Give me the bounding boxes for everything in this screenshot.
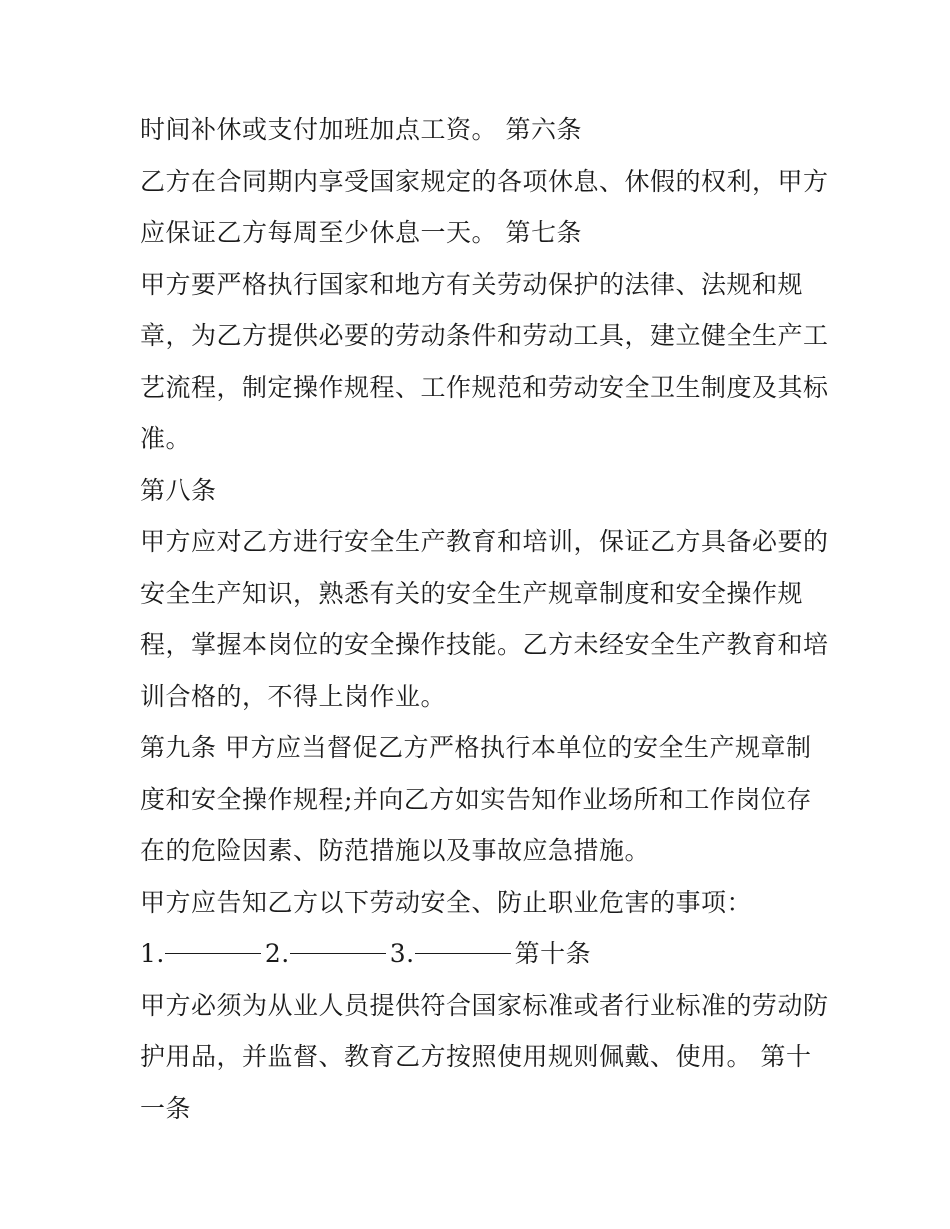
text-line: 时间补休或支付加班加点工资。 第六条 — [140, 115, 582, 144]
text-line: 护用品，并监督、教育乙方按照使用规则佩戴、使用。 第十 — [140, 1042, 812, 1071]
blank-field-1 — [165, 923, 261, 954]
text-line: 度和安全操作规程;并向乙方如实告知作业场所和工作岗位存 — [140, 784, 812, 814]
text-line: 甲方应告知乙方以下劳动安全、防止职业危害的事项： — [140, 887, 753, 917]
text-line: 训合格的，不得上岗作业。 — [140, 681, 447, 711]
text-line: 准。 — [140, 424, 192, 453]
text-line: 安全生产知识，熟悉有关的安全生产规章制度和安全操作规 — [140, 578, 804, 608]
text-line: 乙方在合同期内享受国家规定的各项休息、休假的权利，甲方 — [140, 166, 829, 196]
text-line: 甲方必须为从业人员提供符合国家标准或者行业标准的劳动防 — [140, 990, 829, 1020]
text-line: 程，掌握本岗位的安全操作技能。乙方未经安全生产教育和培 — [140, 630, 829, 659]
article-heading: 第八条 — [140, 475, 217, 505]
text-line: 甲方要严格执行国家和地方有关劳动保护的法律、法规和规 — [140, 269, 804, 299]
document-body — [140, 104, 829, 1134]
text-line: 一条 — [140, 1093, 192, 1123]
text-line: 艺流程，制定操作规程、工作规范和劳动安全卫生制度及其标 — [140, 372, 829, 402]
fill-in-blanks-line — [140, 928, 820, 980]
blank-field-2 — [290, 923, 386, 954]
text-line: 在的危险因素、防范措施以及事故应急措施。 — [140, 836, 651, 865]
blank-item-2-label: 2. — [264, 939, 290, 968]
text-line: 章，为乙方提供必要的劳动条件和劳动工具，建立健全生产工 — [140, 321, 829, 350]
text-line: 甲方应对乙方进行安全生产教育和培训，保证乙方具备必要的 — [140, 527, 829, 556]
blank-item-3-label: 3. — [389, 939, 415, 968]
blank-field-3 — [415, 923, 511, 954]
text-line: 第九条 甲方应当督促乙方严格执行本单位的安全生产规章制 — [140, 733, 812, 762]
blank-item-1-label: 1. — [140, 939, 165, 968]
text-line: 应保证乙方每周至少休息一天。 第七条 — [140, 218, 582, 247]
article-ten-heading: 第十条 — [514, 939, 592, 968]
